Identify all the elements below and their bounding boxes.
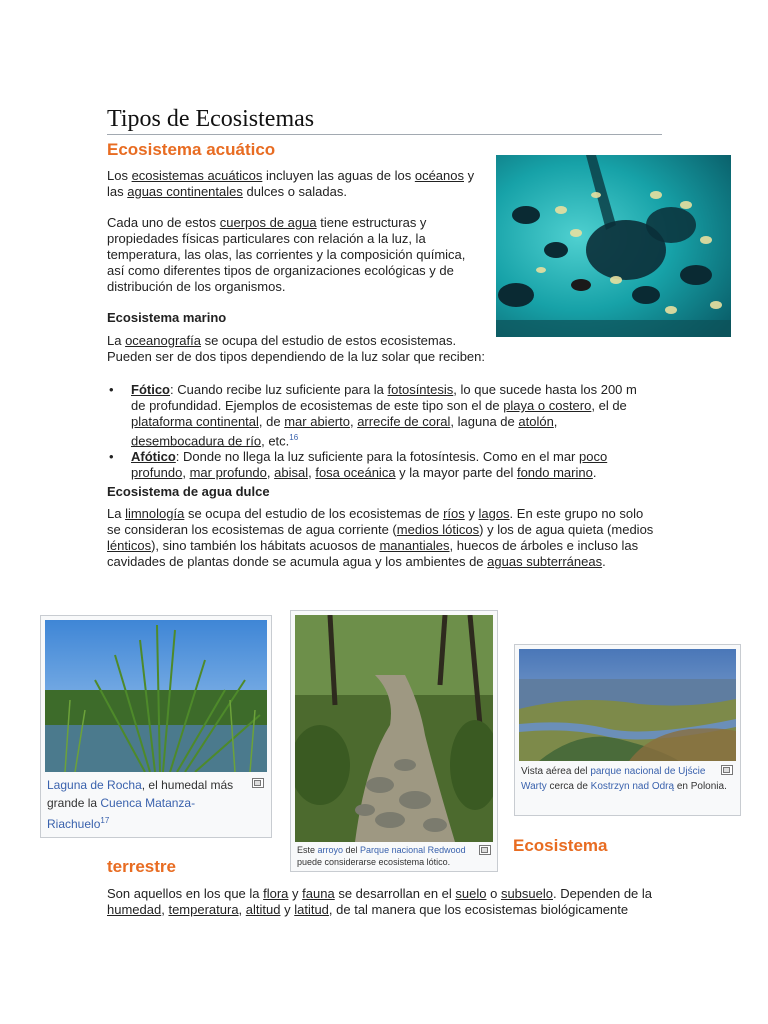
- link-aguas-continentales[interactable]: aguas continentales: [127, 184, 243, 199]
- enlarge-icon[interactable]: [479, 845, 491, 855]
- link-fauna[interactable]: fauna: [302, 886, 335, 901]
- link-subsuelo[interactable]: subsuelo: [500, 886, 553, 901]
- link-mar-profundo[interactable]: mar profundo: [189, 465, 267, 481]
- link-humedad[interactable]: humedad: [107, 902, 162, 917]
- paragraph-acuatico-cuerpos: Cada uno de estos cuerpos de agua tiene estructuras y propiedades físicas particulares con relación a la luz, la temperatura, las olas, las corrientes y la composición química, así como diferentes tipos de organizaciones ecológicas y de distribución de los organismos.: [107, 215, 466, 294]
- list-tipos-marino: [107, 382, 652, 481]
- link-atolon[interactable]: atolón: [518, 414, 554, 429]
- warty-photo-graphic: [519, 649, 736, 761]
- thumbnail-arroyo-redwood: [290, 610, 498, 872]
- arroyo-image[interactable]: [295, 615, 493, 842]
- link-latitud[interactable]: latitud: [294, 902, 329, 917]
- link-cuenca-matanza-riachuelo[interactable]: Cuenca Matanza-Riachuelo: [47, 796, 196, 831]
- caption-ujscie-warty: Vista aérea del parque nacional de Ujście Warty cerca de Kostrzyn nad Odrą en Polonia.: [521, 766, 727, 792]
- thumbnail-ujscie-warty: [514, 644, 741, 816]
- link-ecosistemas-acuaticos[interactable]: ecosistemas acuáticos: [131, 168, 263, 183]
- link-fotosintesis[interactable]: fotosíntesis: [387, 382, 454, 397]
- page-title: Tipos de Ecosistemas: [107, 106, 662, 135]
- link-suelo[interactable]: suelo: [455, 886, 487, 901]
- link-medios-loticos[interactable]: medios lóticos: [396, 522, 480, 537]
- link-limnologia[interactable]: limnología: [125, 506, 185, 521]
- link-fosa-oceanica[interactable]: fosa oceánica: [315, 465, 396, 481]
- list-item: • Afótico: Donde no llega la luz suficiente para la fotosíntesis. Como en el mar poco profundo, mar profundo, abisal, fosa oceánica y la mayor parte del fondo marino.: [107, 449, 652, 481]
- link-oceanografia[interactable]: oceanografía: [125, 333, 201, 348]
- paragraph-agua-dulce: La limnología se ocupa del estudio de los ecosistemas de ríos y lagos. En este grupo no solo se consideran los ecosistemas de agua corriente (medios lóticos) y los de agua quieta (medios lénticos), sino también los hábitats acuosos de manantiales, huecos de árboles e incluso las cavidades de plantas donde se acumula agua y los ambientes de aguas subterráneas.: [107, 506, 654, 569]
- link-afotico[interactable]: Afótico: [131, 449, 176, 465]
- link-poco-profundo[interactable]: poco profundo: [131, 449, 608, 481]
- link-cuerpos-de-agua[interactable]: cuerpos de agua: [219, 215, 317, 230]
- laguna-photo-graphic: [45, 620, 267, 772]
- link-playa-o-costero[interactable]: playa o costero: [503, 398, 592, 413]
- caption-arroyo-redwood: Este arroyo del Parque nacional Redwood puede considerarse ecosistema lótico.: [297, 845, 466, 867]
- heading-ecosistema-terrestre-part2: terrestre: [107, 857, 176, 876]
- link-lagos[interactable]: lagos: [478, 506, 510, 521]
- link-fondo-marino[interactable]: fondo marino: [516, 465, 593, 481]
- link-altitud[interactable]: altitud: [245, 902, 281, 917]
- link-kostrzyn-nad-odra[interactable]: Kostrzyn nad Odrą: [590, 781, 675, 792]
- thumbnail-laguna-de-rocha: [40, 615, 272, 838]
- link-parque-nacional-ujscie-warty[interactable]: parque nacional de Ujście Warty: [521, 766, 706, 792]
- reef-image[interactable]: [496, 155, 731, 337]
- warty-image[interactable]: [519, 649, 736, 761]
- link-plataforma-continental[interactable]: plataforma continental: [131, 414, 259, 429]
- link-desembocadura-de-rio[interactable]: desembocadura de río: [131, 433, 262, 449]
- link-laguna-de-rocha[interactable]: Laguna de Rocha: [47, 778, 142, 792]
- enlarge-icon[interactable]: [721, 765, 733, 775]
- heading-ecosistema-marino: Ecosistema marino: [107, 310, 227, 325]
- list-item: • Fótico: Cuando recibe luz suficiente para la fotosíntesis, lo que sucede hasta los 200 m de profundidad. Ejemplos de ecosistemas de este tipo son el de playa o costero, el de plataforma continental, de mar abierto, arrecife de coral, laguna de atolón, desembocadura de río, etc.$^{16}$: [107, 382, 652, 449]
- enlarge-icon[interactable]: [252, 778, 264, 788]
- link-manantiales[interactable]: manantiales: [379, 538, 450, 553]
- paragraph-terrestre: Son aquellos en los que la flora y fauna se desarrollan en el suelo o subsuelo. Dependen de la humedad, temperatura, altitud y latitud, de tal manera que los ecosistemas biológicamente: [107, 886, 653, 917]
- link-parque-nacional-redwood[interactable]: Parque nacional Redwood: [360, 845, 466, 855]
- heading-ecosistema-terrestre-part1: Ecosistema: [513, 836, 608, 855]
- paragraph-marino-intro: La oceanografía se ocupa del estudio de estos ecosistemas. Pueden ser de dos tipos dependiendo de la luz solar que reciben:: [107, 333, 485, 364]
- link-abisal[interactable]: abisal: [274, 465, 309, 481]
- laguna-image[interactable]: [45, 620, 267, 772]
- link-aguas-subterraneas[interactable]: aguas subterráneas: [487, 554, 603, 569]
- paragraph-acuatico-intro: Los ecosistemas acuáticos incluyen las aguas de los océanos y las aguas continentales dulces o saladas.: [107, 168, 475, 199]
- link-oceanos[interactable]: océanos: [414, 168, 464, 183]
- arroyo-photo-graphic: [295, 615, 493, 842]
- reference-17[interactable]: 17: [100, 816, 110, 825]
- caption-laguna-de-rocha: Laguna de Rocha, el humedal más grande la Cuenca Matanza-Riachuelo$^{17}$: [47, 778, 234, 831]
- heading-ecosistema-acuatico: Ecosistema acuático: [107, 140, 276, 159]
- link-temperatura[interactable]: temperatura: [168, 902, 239, 917]
- link-arrecife-de-coral[interactable]: arrecife de coral: [357, 414, 451, 429]
- link-mar-abierto[interactable]: mar abierto: [284, 414, 350, 429]
- link-rios[interactable]: ríos: [443, 506, 465, 521]
- link-fotico[interactable]: Fótico: [131, 382, 170, 397]
- link-lenticos[interactable]: lénticos: [107, 538, 152, 553]
- link-arroyo[interactable]: arroyo: [317, 845, 344, 855]
- reference-16[interactable]: 16: [289, 433, 299, 442]
- link-flora[interactable]: flora: [263, 886, 289, 901]
- reef-photo-graphic: [496, 155, 731, 337]
- heading-ecosistema-agua-dulce: Ecosistema de agua dulce: [107, 484, 270, 499]
